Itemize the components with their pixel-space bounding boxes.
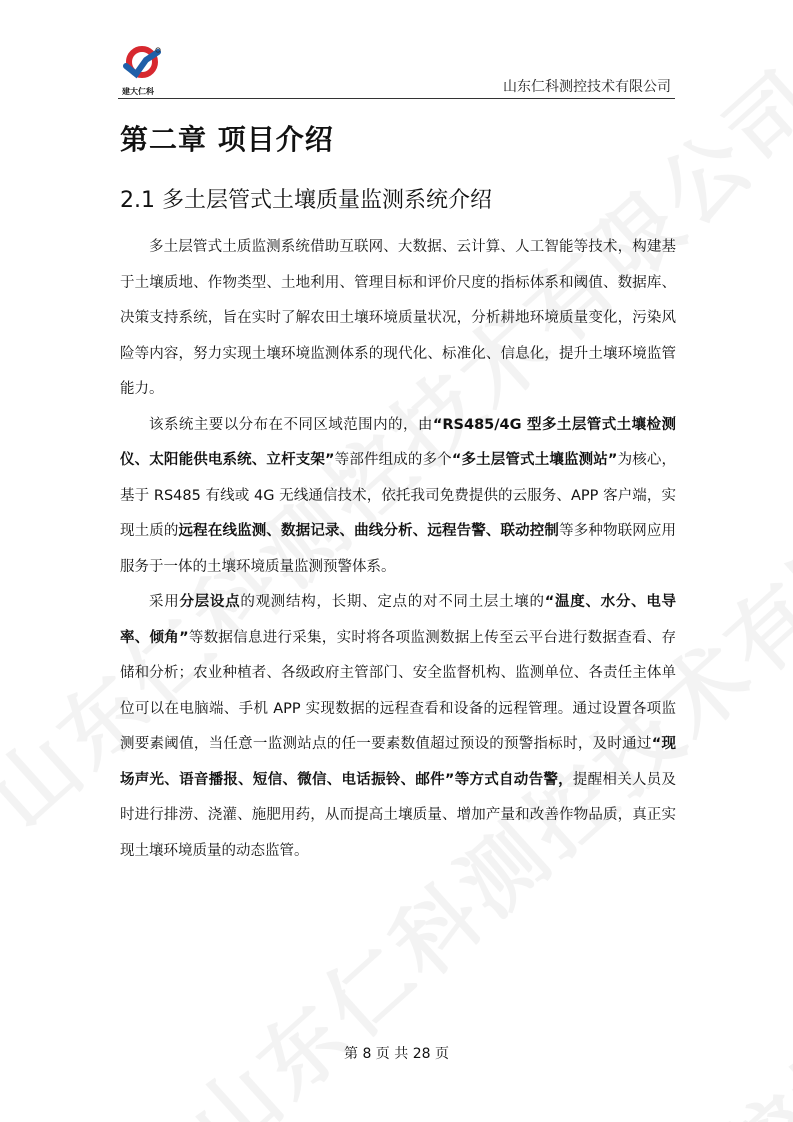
paragraph-2 (120, 408, 676, 586)
paragraph-3-bold: “现场声光、语音播报、短信、微信、电话振铃、邮件”等方式自动告警， (120, 736, 677, 788)
paragraph-3-text: 等数据信息进行采集，实时将各项监测数据上传至云平台进行数据查看、存储和分析；农业种植者、各级政府主管部门、安全监督机构、监测单位、各责任主体单位可以在电脑端、手机 APP 实现数据的远程查看和设备的远程管理。通过设置各项监测要素阈值，当任意一监测站点的任一要素数值超过预设的预警指标时，及时通过 (120, 629, 676, 752)
chapter-title: 第二章 项目介绍 (120, 123, 334, 156)
paragraph-3 (120, 585, 676, 869)
paragraph-2-text: 等多种物联网应用服务于一体的土壤环境质量监测预警体系。 (120, 523, 677, 575)
paragraph-2-text: 该系统主要以分布在不同区域范围内的，由 (149, 416, 433, 433)
paragraph-2-bold: 远程在线监测、数据记录、曲线分析、远程告警、联动控制 (178, 523, 560, 539)
content-body (120, 230, 676, 869)
company-name: 山东仁科测控技术有限公司 (503, 79, 671, 95)
logo-text: 建大仁科 (122, 87, 154, 96)
paragraph-2-text: 等部件组成的多个 (334, 452, 452, 468)
paragraph-3-bold: “温度、水分、电导率、倾角” (120, 594, 677, 646)
paragraph-1 (120, 230, 676, 408)
paragraph-3-text: 采用 (149, 594, 180, 610)
paragraph-2-text: 为核心，基于 RS485 有线或 4G 无线通信技术，依托我司免费提供的云服务、APP 客户端，实现土质的 (120, 452, 677, 539)
page-footer: 第 8 页 共 28 页 (344, 1046, 449, 1062)
header-divider (118, 98, 675, 99)
paragraph-2-bold: “多土层管式土壤监测站” (451, 452, 618, 468)
section-title: 2.1 多土层管式土壤质量监测系统介绍 (120, 188, 492, 213)
paragraph-3-text: 提醒相关人员及时进行排涝、浇灌、施肥用药，从而提高土壤质量、增加产量和改善作物品质，真正实现土壤环境质量的动态监管。 (120, 771, 677, 859)
paragraph-3-bold: 分层设点 (179, 594, 241, 610)
paragraph-1-text: 多土层管式土质监测系统借助互联网、大数据、云计算、人工智能等技术，构建基于土壤质地、作物类型、土地利用、管理目标和评价尺度的指标体系和阈值、数据库、决策支持系统，旨在实时了解农田土壤环境质量状况，分析耕地环境质量变化，污染风险等内容，努力实现土壤环境监测体系的现代化、标准化、信息化，提升土壤环境监管能力。 (120, 239, 676, 397)
paragraph-3-text: 的观测结构，长期、定点的对不同土层土壤的 (240, 594, 545, 610)
paragraph-2-bold: “RS485/4G 型多土层管式土壤检测仪、太阳能供电系统、立杆支架” (120, 416, 676, 468)
